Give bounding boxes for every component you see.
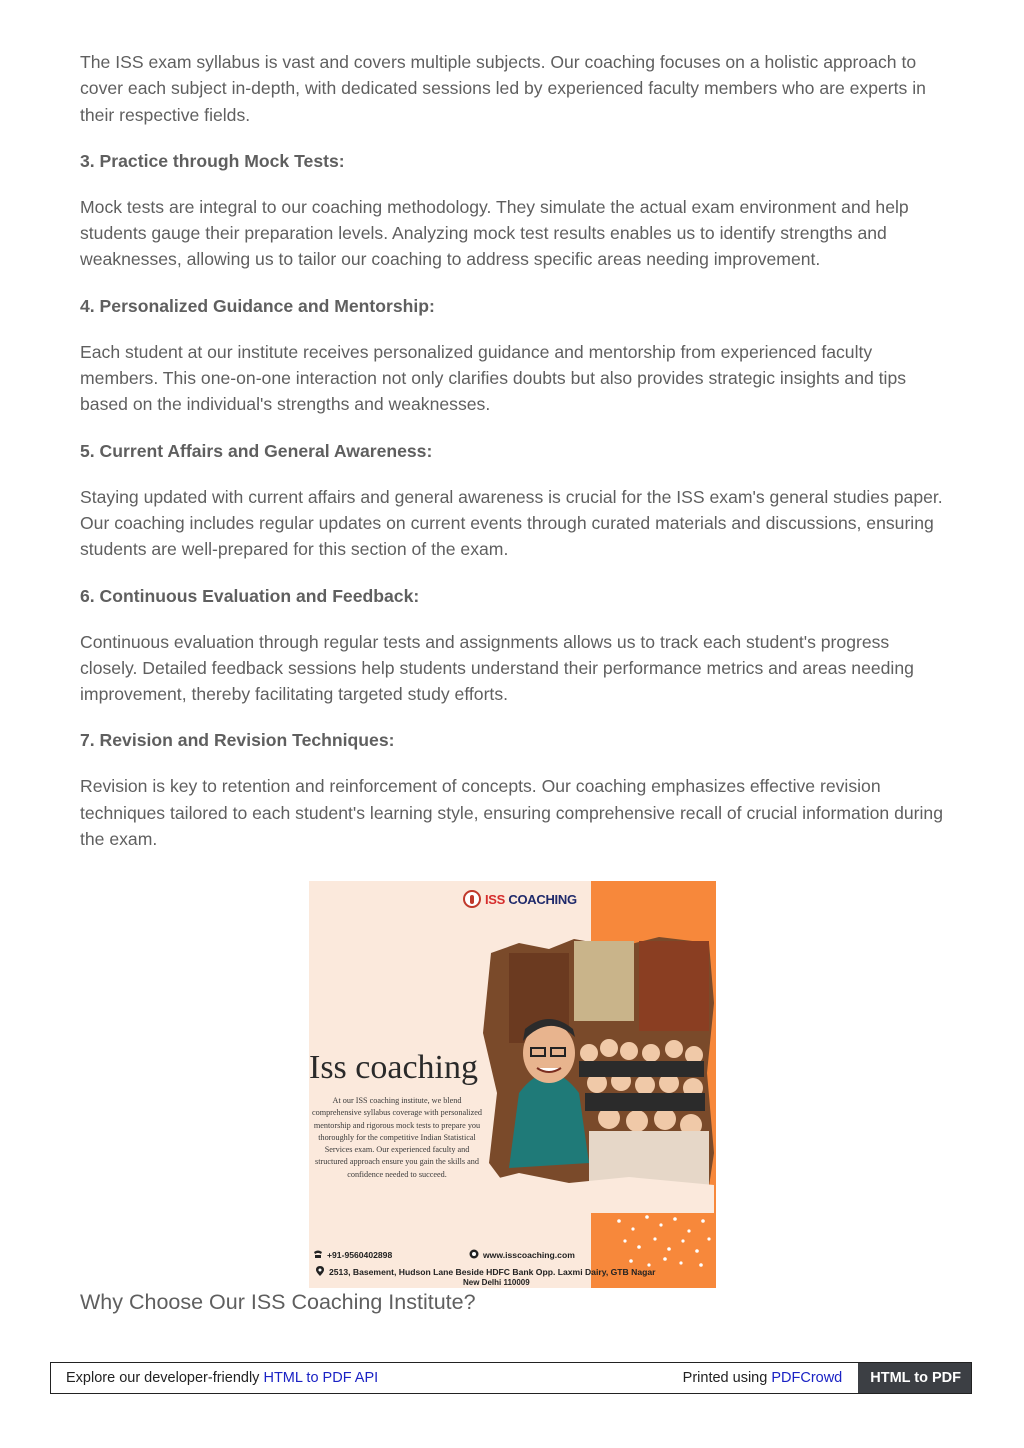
pdfcrowd-footer-bar <box>50 1362 972 1394</box>
paragraph: Continuous evaluation through regular tests and assignments allows us to track each student's progress closely. Detailed feedback sessions help students understand their performance metrics and areas needing improvement, thereby facilitating targeted study efforts. <box>80 631 914 705</box>
phone-number: +91-9560402898 <box>327 1250 393 1260</box>
location-pin-icon <box>315 1266 325 1276</box>
logo-text-red: ISS <box>485 891 506 907</box>
poster-website <box>469 1249 575 1260</box>
paragraph: Revision is key to retention and reinforcement of concepts. Our coaching emphasizes effective revision techniques tailored to each student's learning style, ensuring comprehensive recall of crucial information during the exam. <box>80 776 943 850</box>
logo-icon <box>463 890 481 908</box>
logo-text-blue: COACHING <box>508 891 577 907</box>
heading-current-affairs: 5. Current Affairs and General Awareness: <box>80 440 433 461</box>
heading-guidance: 4. Personalized Guidance and Mentorship: <box>80 295 435 316</box>
pdfcrowd-link[interactable]: PDFCrowd <box>771 1370 843 1386</box>
article-body <box>80 49 950 872</box>
phone-icon <box>313 1249 323 1259</box>
address-line-1: 2513, Basement, Hudson Lane Beside HDFC Bank Opp. Laxmi Dairy, GTB Nagar <box>329 1267 656 1277</box>
footer-right <box>683 1370 859 1386</box>
poster-logo <box>463 887 577 911</box>
poster-address-line-2: New Delhi 110009 <box>463 1278 530 1287</box>
heading-mock-tests: 3. Practice through Mock Tests: <box>80 150 345 171</box>
html-to-pdf-button[interactable]: HTML to PDF <box>858 1363 971 1393</box>
paragraph: Staying updated with current affairs and general awareness is crucial for the ISS exam's general studies paper. Our coaching includes regular updates on current events through curated materials and discussions, ensuring students are well-prepared for this section of the exam. <box>80 486 943 560</box>
poster-title: Iss coaching <box>309 1049 479 1086</box>
footer-right-text: Printed using <box>682 1370 772 1386</box>
iss-coaching-poster-image <box>309 881 716 1288</box>
footer-left-text: Explore our developer-friendly <box>66 1370 264 1386</box>
footer-left <box>51 1370 683 1386</box>
html-to-pdf-api-link[interactable]: HTML to PDF API <box>263 1370 379 1386</box>
heading-evaluation: 6. Continuous Evaluation and Feedback: <box>80 585 420 606</box>
website-url: www.isscoaching.com <box>483 1250 575 1260</box>
section-title: Why Choose Our ISS Coaching Institute? <box>80 1290 476 1314</box>
paragraph: The ISS exam syllabus is vast and covers multiple subjects. Our coaching focuses on a holistic approach to cover each subject in-depth, with dedicated sessions led by experienced faculty members who are experts in their respective fields. <box>80 52 926 125</box>
paragraph: Each student at our institute receives personalized guidance and mentorship from experienced faculty members. This one-on-one interaction not only clarifies doubts but also provides strategic insights and tips based on the individual's strengths and weaknesses. <box>80 341 907 415</box>
poster-blurb: At our ISS coaching institute, we blend comprehensive syllabus coverage with personalized mentorship and rigorous mock tests to prepare you thoroughly for the competitive Indian Statistical Services exam. Our experienced faculty and structured approach ensure you gain the skills and confidence needed to succeed. <box>311 1096 483 1179</box>
heading-revision: 7. Revision and Revision Techniques: <box>80 730 395 751</box>
poster-phone <box>313 1249 392 1260</box>
classroom-photo <box>479 933 714 1213</box>
globe-icon <box>469 1249 479 1259</box>
poster-address <box>315 1266 656 1277</box>
decorative-dots <box>609 1211 714 1271</box>
paragraph: Mock tests are integral to our coaching methodology. They simulate the actual exam environment and help students gauge their preparation levels. Analyzing mock test results enables us to identify strengths and weaknesses, allowing us to tailor our coaching to address specific areas needing improvement. <box>80 196 909 270</box>
